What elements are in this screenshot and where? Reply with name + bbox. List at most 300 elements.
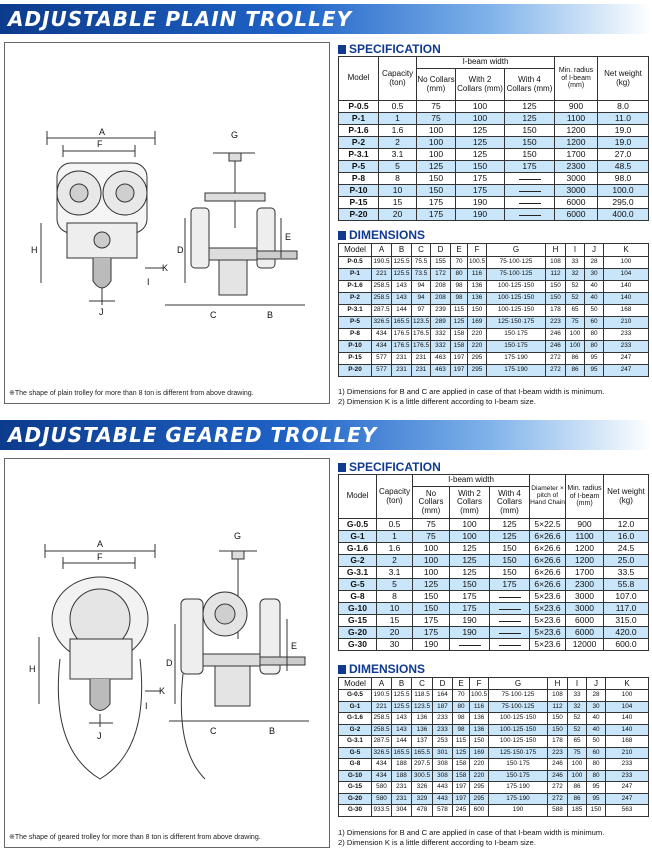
spec-cell-weight: 27.0 <box>598 149 649 161</box>
dims-cell-model: P-2 <box>339 293 372 305</box>
dims-cell-j: 80 <box>585 329 604 341</box>
spec-cell-diameter: 5×23.6 <box>530 603 566 615</box>
dash-mark <box>519 179 541 180</box>
dims-cell-f: 100.5 <box>470 690 489 702</box>
dims-cell-g: 150·175 <box>489 770 548 782</box>
dims-header-c: C <box>412 678 433 690</box>
geared-dim-j: J <box>97 731 102 741</box>
spec-cell-with4: 125 <box>490 519 530 531</box>
spec-cell-with2: 100 <box>456 113 505 125</box>
spec-cell-model: G-5 <box>339 579 377 591</box>
dims-cell-e: 125 <box>453 747 470 759</box>
dims-cell-h: 223 <box>548 747 568 759</box>
dims-cell-d: 155 <box>431 257 451 269</box>
dims-cell-c: 136 <box>412 724 433 736</box>
spec-row <box>339 543 649 555</box>
dims-cell-i: 32 <box>566 269 585 281</box>
dims-cell-model: G-0.5 <box>339 690 372 702</box>
spec-cell-with4 <box>490 639 530 651</box>
dims-cell-f: 136 <box>470 724 489 736</box>
dims-cell-c: 75.5 <box>412 257 431 269</box>
dims-cell-h: 272 <box>548 782 568 794</box>
dims-cell-a: 577 <box>372 365 392 377</box>
dims-cell-i: 100 <box>568 759 587 771</box>
dims-header-model: Model <box>339 678 372 690</box>
dims-cell-j: 150 <box>587 805 606 817</box>
spec-cell-with4: 150 <box>490 543 530 555</box>
dims-cell-a: 258.5 <box>372 713 392 725</box>
spec-cell-no_collars: 175 <box>413 627 450 639</box>
dims-cell-h: 150 <box>546 293 566 305</box>
dims-cell-e: 115 <box>453 736 470 748</box>
dims-cell-a: 434 <box>372 329 392 341</box>
spec-cell-with2: 100 <box>456 101 505 113</box>
spec-cell-with4: 125 <box>505 101 555 113</box>
dims-cell-model: P-0.5 <box>339 257 372 269</box>
dims-cell-g: 175·190 <box>489 793 548 805</box>
plain-trolley-diagram <box>5 43 329 373</box>
spec-row <box>339 567 649 579</box>
dims-cell-c: 176.5 <box>412 329 431 341</box>
spec-row <box>339 531 649 543</box>
dims-cell-i: 75 <box>568 747 587 759</box>
dims-cell-d: 578 <box>433 805 453 817</box>
spec-cell-with2: 190 <box>456 197 505 209</box>
dims-cell-g: 75·100·125 <box>489 701 548 713</box>
dims-cell-b: 125.5 <box>392 690 412 702</box>
dims-row <box>339 353 649 365</box>
dims-cell-e: 80 <box>453 701 470 713</box>
dims-cell-k: 563 <box>606 805 649 817</box>
dims-cell-b: 188 <box>392 759 412 771</box>
spec-cell-with2: 150 <box>450 579 490 591</box>
dims-cell-g: 75·100·125 <box>487 257 546 269</box>
spec-cell-weight: 420.0 <box>604 627 649 639</box>
spec-cell-no_collars: 100 <box>413 555 450 567</box>
dims-cell-g: 125·150·175 <box>489 747 548 759</box>
spec-cell-capacity: 10 <box>379 185 417 197</box>
dims-cell-a: 434 <box>372 770 392 782</box>
spec-cell-no_collars: 150 <box>413 591 450 603</box>
dims-cell-f: 150 <box>470 736 489 748</box>
spec-header-net-weight: Net weight (kg) <box>598 57 649 101</box>
spec-cell-model: G-30 <box>339 639 377 651</box>
dims-header-k: K <box>606 678 649 690</box>
dims-cell-b: 144 <box>392 305 412 317</box>
spec-cell-radius: 900 <box>555 101 598 113</box>
dims-cell-b: 165.5 <box>392 747 412 759</box>
dims-row <box>339 770 649 782</box>
spec-cell-radius: 6000 <box>555 197 598 209</box>
geared-dim-a: A <box>97 539 104 549</box>
dims-cell-a: 434 <box>372 341 392 353</box>
dims-cell-a: 577 <box>372 353 392 365</box>
dims-cell-model: P-1 <box>339 269 372 281</box>
dims-cell-h: 246 <box>548 770 568 782</box>
plain-trolley-banner <box>0 4 652 34</box>
dims-cell-i: 65 <box>566 305 585 317</box>
dims-cell-model: G-1.6 <box>339 713 372 725</box>
dims-cell-d: 253 <box>433 736 453 748</box>
dims-cell-h: 178 <box>548 736 568 748</box>
dims-cell-d: 332 <box>431 341 451 353</box>
dims-cell-h: 272 <box>546 365 566 377</box>
dims-cell-c: 137 <box>412 736 433 748</box>
geared-dim-e: E <box>291 641 298 651</box>
dims-cell-k: 247 <box>604 353 649 365</box>
dims-cell-f: 600 <box>470 805 489 817</box>
dims-cell-e: 245 <box>453 805 470 817</box>
spec-cell-weight: 11.0 <box>598 113 649 125</box>
dims-cell-h: 108 <box>548 690 568 702</box>
dash-mark <box>519 215 541 216</box>
g-spec-header-min-radius: Min. radius of I-beam (mm) <box>566 475 604 519</box>
spec-cell-no_collars: 175 <box>417 209 456 221</box>
spec-cell-capacity: 2 <box>377 555 413 567</box>
spec-cell-radius: 2300 <box>566 579 604 591</box>
spec-cell-with2: 100 <box>450 531 490 543</box>
dims-cell-j: 50 <box>587 736 606 748</box>
spec-cell-weight: 16.0 <box>604 531 649 543</box>
dims-cell-b: 125.5 <box>392 257 412 269</box>
dims-cell-j: 40 <box>585 293 604 305</box>
spec-cell-with2: 175 <box>456 173 505 185</box>
dims-cell-c: 176.5 <box>412 341 431 353</box>
dims-cell-g: 100·125·150 <box>489 724 548 736</box>
spec-cell-capacity: 3.1 <box>379 149 417 161</box>
dims-cell-h: 272 <box>546 353 566 365</box>
dims-cell-a: 287.5 <box>372 305 392 317</box>
dims-cell-g: 190 <box>489 805 548 817</box>
spec-header-with2: With 2 Collars (mm) <box>456 69 505 101</box>
dims-header-c: C <box>412 244 431 257</box>
dims-cell-f: 295 <box>470 782 489 794</box>
dims-cell-e: 197 <box>453 793 470 805</box>
dash-mark <box>499 633 521 634</box>
dims-cell-h: 223 <box>546 317 566 329</box>
spec-cell-model: P-2 <box>339 137 379 149</box>
dims-header-a: A <box>372 244 392 257</box>
dims-cell-b: 188 <box>392 770 412 782</box>
g-spec-header-ibeam: I-beam width <box>413 475 530 487</box>
dims-row <box>339 701 649 713</box>
plain-trolley-title: ADJUSTABLE PLAIN TROLLEY <box>8 7 353 31</box>
dims-cell-i: 86 <box>568 782 587 794</box>
dims-cell-c: 94 <box>412 281 431 293</box>
spec-cell-no_collars: 75 <box>413 519 450 531</box>
plain-spec-heading: SPECIFICATION <box>338 42 441 56</box>
dims-cell-h: 150 <box>548 724 568 736</box>
spec-row <box>339 615 649 627</box>
dims-cell-c: 165.5 <box>412 747 433 759</box>
plain-dim-d: D <box>177 245 184 255</box>
dims-cell-b: 231 <box>392 793 412 805</box>
spec-cell-capacity: 2 <box>379 137 417 149</box>
dims-cell-k: 247 <box>606 782 649 794</box>
dims-cell-model: P-8 <box>339 329 372 341</box>
dims-row <box>339 713 649 725</box>
dims-cell-g: 125·150·175 <box>487 317 546 329</box>
dims-cell-g: 175·190 <box>487 353 546 365</box>
dims-row <box>339 747 649 759</box>
spec-cell-with4: 150 <box>505 125 555 137</box>
plain-dim-g: G <box>231 130 239 140</box>
spec-row <box>339 591 649 603</box>
dims-cell-a: 933.5 <box>372 805 392 817</box>
dims-cell-f: 169 <box>468 317 487 329</box>
spec-cell-with2: 125 <box>456 149 505 161</box>
plain-trolley-drawing <box>4 42 330 404</box>
spec-header-model: Model <box>339 57 379 101</box>
dims-cell-b: 231 <box>392 365 412 377</box>
dims-cell-j: 40 <box>587 724 606 736</box>
spec-cell-with2: 125 <box>450 543 490 555</box>
dims-cell-h: 246 <box>546 341 566 353</box>
dims-cell-h: 112 <box>546 269 566 281</box>
dims-cell-c: 329 <box>412 793 433 805</box>
spec-row <box>339 555 649 567</box>
dims-cell-e: 98 <box>451 281 468 293</box>
plain-drawing-note: ※The shape of plain trolley for more than 8 ton is different from above drawing. <box>9 390 254 397</box>
spec-cell-weight: 19.0 <box>598 137 649 149</box>
spec-row <box>339 209 649 221</box>
spec-cell-capacity: 0.5 <box>379 101 417 113</box>
dims-cell-a: 434 <box>372 759 392 771</box>
dims-cell-k: 233 <box>604 341 649 353</box>
dims-cell-g: 175·190 <box>487 365 546 377</box>
spec-cell-with2: 190 <box>450 615 490 627</box>
dims-cell-j: 60 <box>585 317 604 329</box>
spec-cell-weight: 98.0 <box>598 173 649 185</box>
dims-cell-j: 40 <box>585 281 604 293</box>
dims-cell-g: 75·100·125 <box>489 690 548 702</box>
spec-row <box>339 137 649 149</box>
spec-cell-model: P-8 <box>339 173 379 185</box>
dims-cell-e: 125 <box>451 317 468 329</box>
dims-header-k: K <box>604 244 649 257</box>
geared-trolley-drawing <box>4 458 330 848</box>
dims-cell-i: 86 <box>566 365 585 377</box>
spec-cell-radius: 6000 <box>555 209 598 221</box>
spec-cell-radius: 12000 <box>566 639 604 651</box>
dims-cell-d: 308 <box>433 770 453 782</box>
dims-cell-f: 169 <box>470 747 489 759</box>
spec-cell-radius: 3000 <box>555 185 598 197</box>
dims-cell-k: 247 <box>606 793 649 805</box>
geared-trolley-title: ADJUSTABLE GEARED TROLLEY <box>8 423 378 447</box>
spec-cell-no_collars: 100 <box>417 125 456 137</box>
g-spec-header-model: Model <box>339 475 377 519</box>
dims-header-j: J <box>585 244 604 257</box>
dims-cell-h: 150 <box>548 713 568 725</box>
dims-cell-e: 158 <box>451 329 468 341</box>
spec-cell-model: G-1 <box>339 531 377 543</box>
dims-cell-k: 100 <box>604 257 649 269</box>
dims-cell-g: 100·125·150 <box>487 281 546 293</box>
spec-cell-weight: 100.0 <box>598 185 649 197</box>
spec-cell-no_collars: 100 <box>413 543 450 555</box>
dims-cell-g: 100·125·150 <box>489 713 548 725</box>
spec-header-no-collars: No Collars (mm) <box>417 69 456 101</box>
dims-header-b: B <box>392 244 412 257</box>
spec-row <box>339 161 649 173</box>
spec-cell-with4 <box>490 615 530 627</box>
dims-cell-k: 210 <box>604 317 649 329</box>
dims-cell-model: P-10 <box>339 341 372 353</box>
dims-cell-d: 208 <box>431 281 451 293</box>
spec-cell-capacity: 1 <box>379 113 417 125</box>
dims-cell-a: 580 <box>372 782 392 794</box>
dims-cell-i: 100 <box>566 341 585 353</box>
dims-cell-b: 144 <box>392 736 412 748</box>
spec-row <box>339 197 649 209</box>
g-spec-header-with2: With 2 Collars (mm) <box>450 487 490 519</box>
dims-cell-e: 80 <box>451 269 468 281</box>
dims-cell-b: 143 <box>392 713 412 725</box>
dims-cell-b: 165.5 <box>392 317 412 329</box>
dims-cell-i: 32 <box>568 701 587 713</box>
dims-cell-k: 168 <box>604 305 649 317</box>
plain-dim-b: B <box>267 310 274 320</box>
spec-cell-radius: 1700 <box>566 567 604 579</box>
spec-cell-radius: 900 <box>566 519 604 531</box>
spec-header-ibeam: I-beam width <box>417 57 555 69</box>
dims-cell-k: 140 <box>606 724 649 736</box>
spec-cell-radius: 1700 <box>555 149 598 161</box>
dims-row <box>339 690 649 702</box>
dims-cell-model: G-2 <box>339 724 372 736</box>
dims-cell-i: 86 <box>568 793 587 805</box>
spec-cell-capacity: 1.6 <box>377 543 413 555</box>
dims-cell-c: 123.5 <box>412 701 433 713</box>
dims-cell-k: 168 <box>606 736 649 748</box>
spec-cell-capacity: 20 <box>377 627 413 639</box>
spec-cell-radius: 1200 <box>566 543 604 555</box>
dims-cell-b: 176.5 <box>392 341 412 353</box>
spec-cell-radius: 3000 <box>566 603 604 615</box>
dims-cell-c: 118.5 <box>412 690 433 702</box>
spec-cell-with4 <box>505 185 555 197</box>
dims-cell-j: 28 <box>587 690 606 702</box>
plain-dim-f: F <box>97 139 103 149</box>
dims-cell-b: 304 <box>392 805 412 817</box>
dims-header-f: F <box>470 678 489 690</box>
dims-cell-c: 478 <box>412 805 433 817</box>
dims-cell-e: 70 <box>451 257 468 269</box>
dims-cell-f: 295 <box>468 353 487 365</box>
geared-dim-b: B <box>269 726 276 736</box>
dims-cell-f: 220 <box>468 341 487 353</box>
dash-mark <box>519 191 541 192</box>
dims-cell-f: 100.5 <box>468 257 487 269</box>
dims-cell-f: 116 <box>470 701 489 713</box>
dims-cell-j: 40 <box>587 713 606 725</box>
dims-row <box>339 805 649 817</box>
spec-cell-with4 <box>490 603 530 615</box>
spec-cell-diameter: 5×23.6 <box>530 627 566 639</box>
dims-row <box>339 759 649 771</box>
dims-header-f: F <box>468 244 487 257</box>
dims-cell-h: 178 <box>546 305 566 317</box>
dims-cell-model: G-15 <box>339 782 372 794</box>
dims-cell-c: 123.5 <box>412 317 431 329</box>
dims-cell-i: 52 <box>568 713 587 725</box>
spec-cell-weight: 600.0 <box>604 639 649 651</box>
dims-cell-d: 187 <box>433 701 453 713</box>
spec-cell-model: G-0.5 <box>339 519 377 531</box>
dims-cell-f: 116 <box>468 269 487 281</box>
geared-trolley-diagram <box>5 459 329 819</box>
spec-cell-with2: 190 <box>456 209 505 221</box>
spec-cell-weight: 8.0 <box>598 101 649 113</box>
dims-row <box>339 341 649 353</box>
dims-cell-h: 108 <box>546 257 566 269</box>
dims-header-i: I <box>568 678 587 690</box>
dims-cell-j: 60 <box>587 747 606 759</box>
spec-cell-with2: 175 <box>450 603 490 615</box>
dims-cell-d: 332 <box>431 329 451 341</box>
dims-cell-f: 136 <box>470 713 489 725</box>
spec-cell-radius: 2300 <box>555 161 598 173</box>
spec-cell-with4: 175 <box>505 161 555 173</box>
dims-cell-c: 231 <box>412 353 431 365</box>
dims-cell-j: 28 <box>585 257 604 269</box>
dims-header-b: B <box>392 678 412 690</box>
dims-header-g: G <box>489 678 548 690</box>
dims-cell-h: 112 <box>548 701 568 713</box>
spec-cell-model: G-3.1 <box>339 567 377 579</box>
dims-cell-i: 185 <box>568 805 587 817</box>
spec-cell-with4 <box>490 627 530 639</box>
dims-cell-a: 326.5 <box>372 317 392 329</box>
dims-cell-i: 86 <box>566 353 585 365</box>
spec-cell-model: G-2 <box>339 555 377 567</box>
dims-cell-e: 197 <box>451 353 468 365</box>
dims-cell-d: 443 <box>433 782 453 794</box>
spec-cell-radius: 1200 <box>555 125 598 137</box>
dims-cell-g: 150·175 <box>487 341 546 353</box>
dims-cell-k: 104 <box>606 701 649 713</box>
dims-row <box>339 305 649 317</box>
dims-row <box>339 293 649 305</box>
dims-cell-b: 176.5 <box>392 329 412 341</box>
spec-cell-capacity: 15 <box>379 197 417 209</box>
spec-cell-with4: 125 <box>505 113 555 125</box>
dims-cell-h: 588 <box>548 805 568 817</box>
plain-dim-i: I <box>147 277 150 287</box>
spec-cell-with2: 125 <box>450 555 490 567</box>
dims-cell-h: 272 <box>548 793 568 805</box>
spec-cell-model: P-3.1 <box>339 149 379 161</box>
dims-cell-e: 70 <box>453 690 470 702</box>
spec-cell-diameter: 6×26.6 <box>530 543 566 555</box>
dims-cell-i: 52 <box>566 293 585 305</box>
dims-cell-c: 231 <box>412 365 431 377</box>
dims-cell-k: 104 <box>604 269 649 281</box>
dims-cell-d: 208 <box>431 293 451 305</box>
spec-cell-capacity: 0.5 <box>377 519 413 531</box>
spec-cell-capacity: 3.1 <box>377 567 413 579</box>
spec-cell-radius: 6000 <box>566 627 604 639</box>
dims-row <box>339 724 649 736</box>
spec-cell-capacity: 8 <box>377 591 413 603</box>
dims-header-d: D <box>431 244 451 257</box>
spec-cell-model: G-15 <box>339 615 377 627</box>
spec-cell-weight: 12.0 <box>604 519 649 531</box>
dims-cell-model: G-10 <box>339 770 372 782</box>
dims-cell-b: 231 <box>392 353 412 365</box>
spec-cell-with4: 150 <box>490 567 530 579</box>
